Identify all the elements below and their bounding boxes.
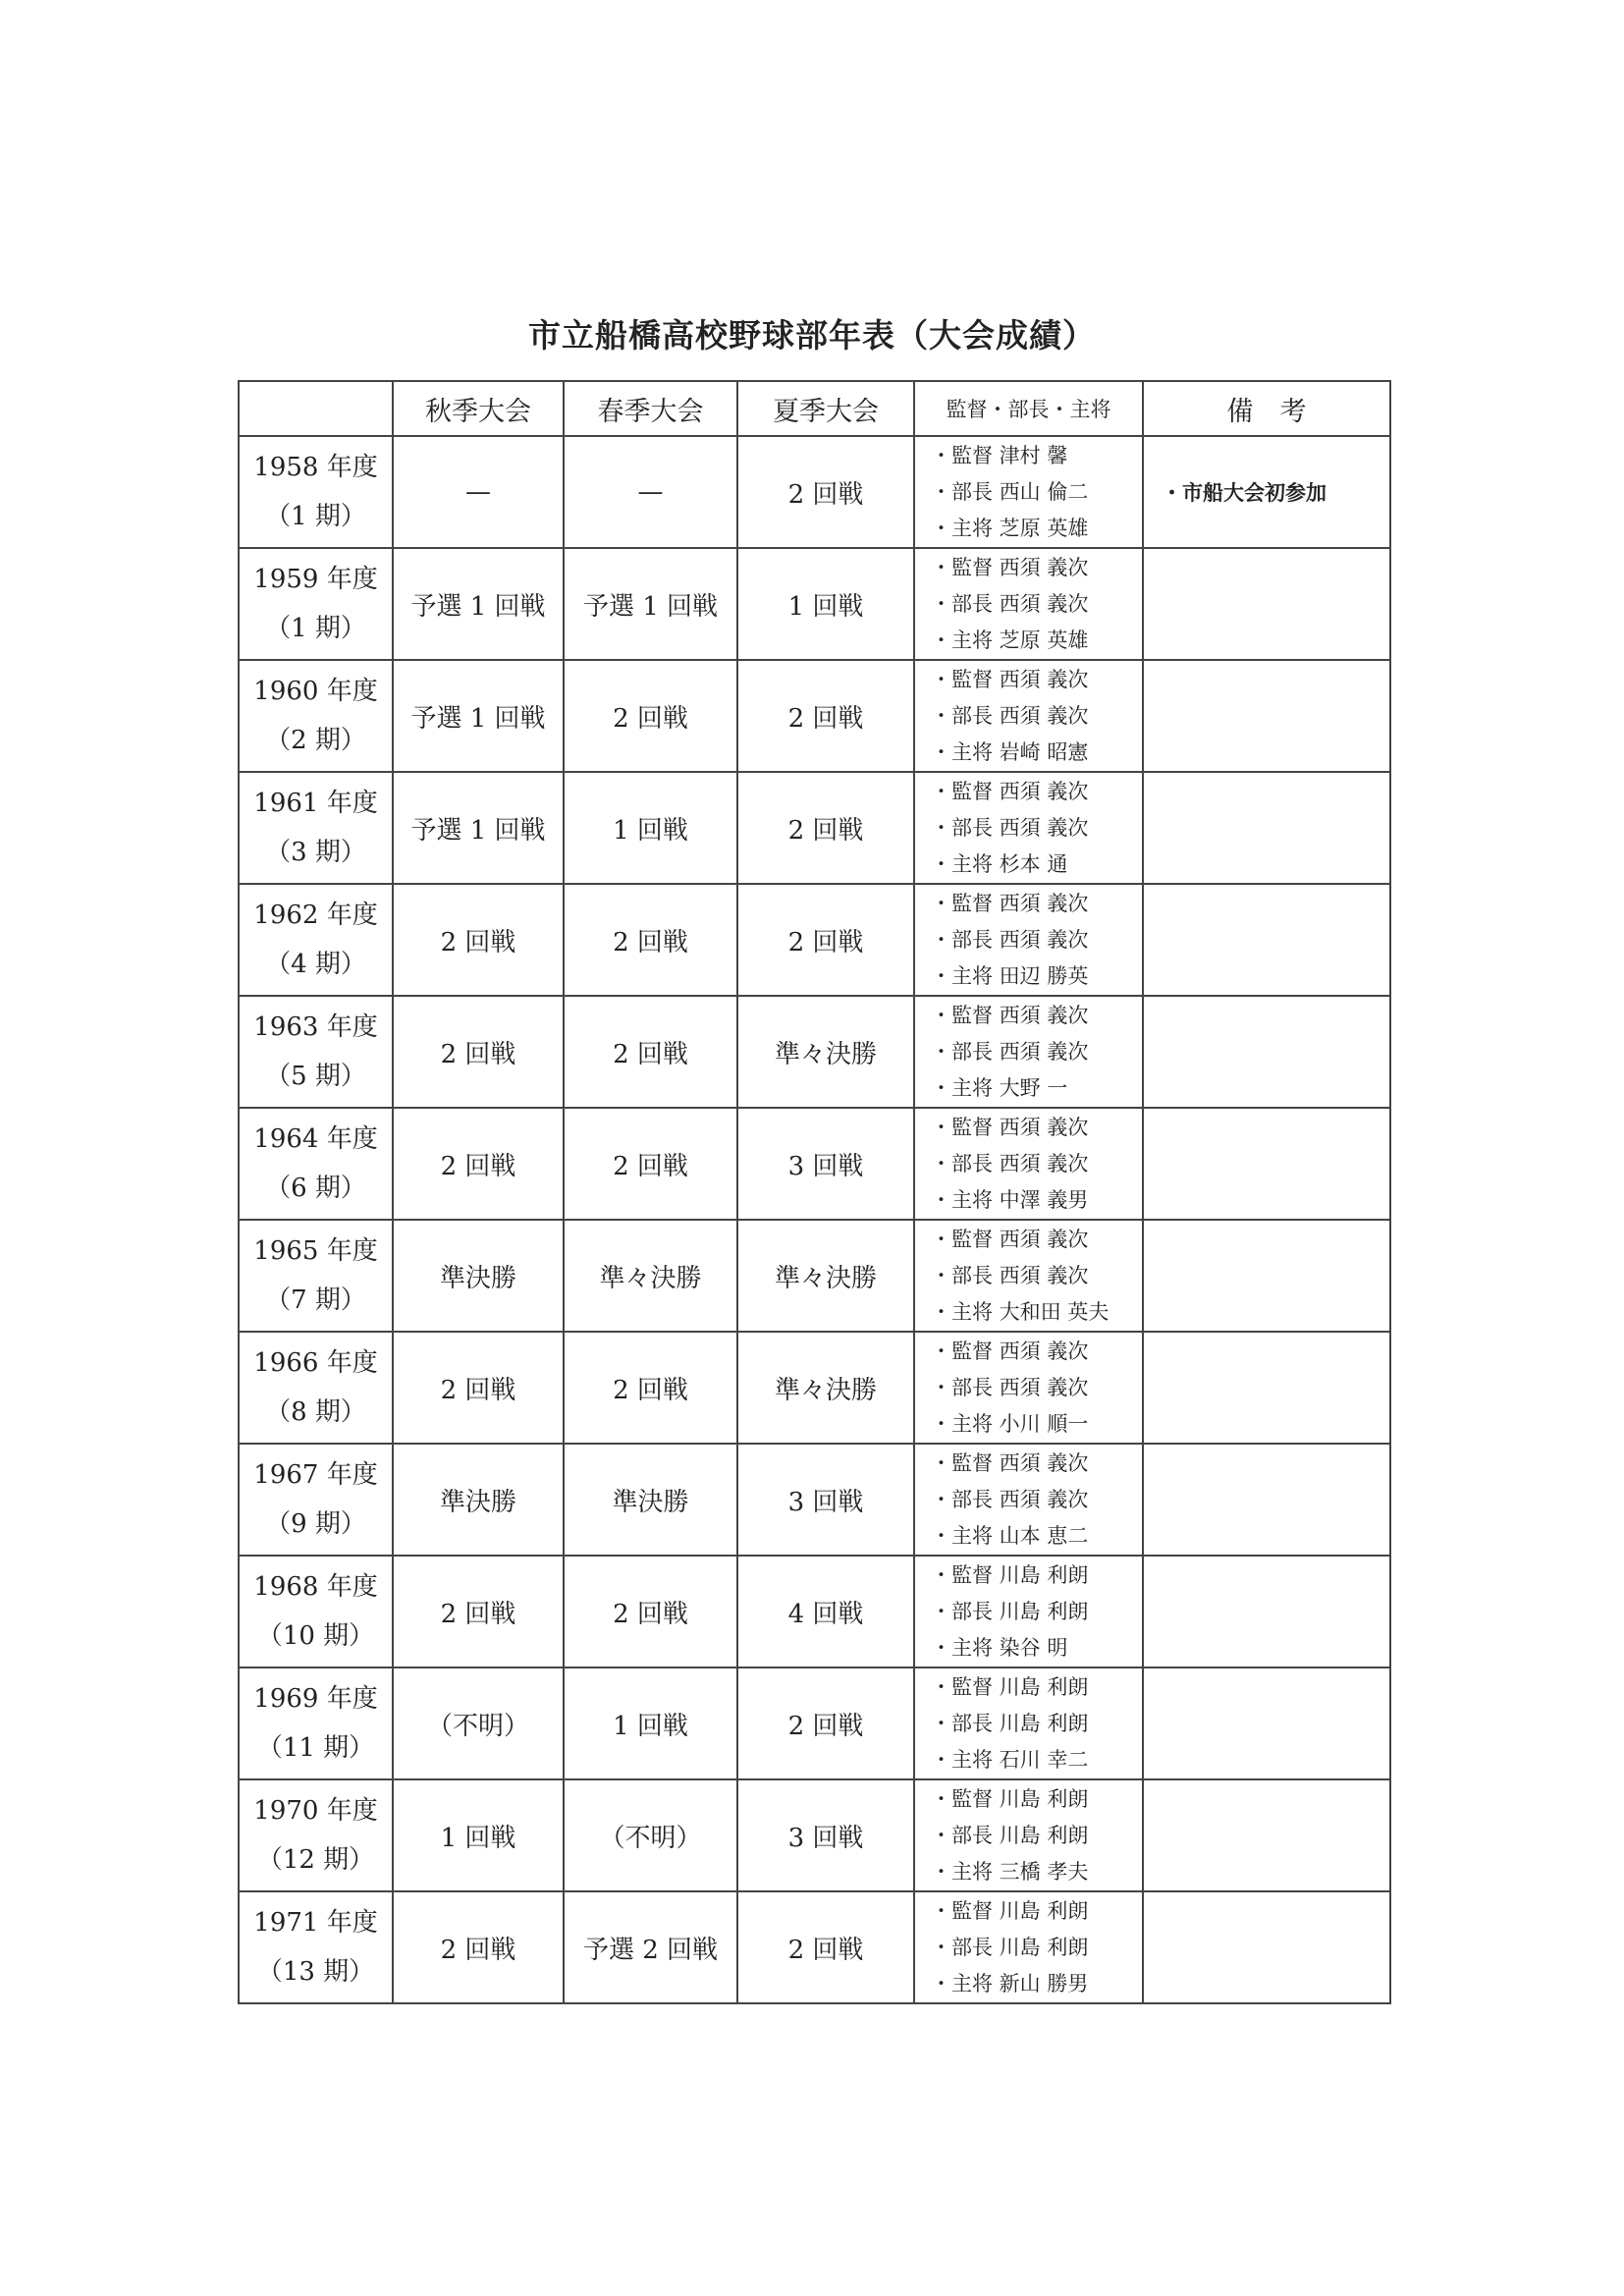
note-cell [1143,1779,1390,1891]
autumn-result-text: — [465,477,491,507]
year-cell [239,884,393,996]
table-row [239,1779,1390,1891]
note-cell [1143,1220,1390,1332]
header-notes: 備 考 [1143,381,1390,436]
summer-result [737,772,914,884]
term-label: （6 期） [265,1174,366,1203]
term-label: （1 期） [265,614,366,643]
summer-result-text: 2 回戦 [787,815,864,846]
year-label: 1962 年度 [253,901,378,930]
year-label: 1968 年度 [253,1572,378,1602]
staff-line: ・監督 川島 利朗 [931,1562,1089,1587]
year-label: 1960 年度 [253,677,378,706]
staff-line: ・監督 津村 馨 [931,443,1068,467]
autumn-result [393,1779,564,1891]
staff-cell [914,1332,1143,1444]
autumn-result [393,884,564,996]
autumn-result-text: 2 回戦 [440,1151,516,1181]
results-table [238,380,1391,2004]
summer-result-text: 2 回戦 [787,1711,864,1741]
spring-result [564,996,737,1108]
spring-result [564,884,737,996]
autumn-result [393,1108,564,1220]
autumn-result-text: 予選 1 回戦 [410,703,546,734]
autumn-result [393,660,564,772]
summer-result-text: 3 回戦 [787,1487,864,1517]
staff-cell [914,660,1143,772]
note-cell [1143,996,1390,1108]
staff-line: ・主将 三橋 孝夫 [931,1859,1089,1884]
staff-line: ・部長 西山 倫二 [931,479,1089,504]
spring-result [564,660,737,772]
spring-result [564,772,737,884]
year-label: 1964 年度 [253,1124,378,1154]
summer-result-text: 準々決勝 [774,1263,877,1293]
staff-cell [914,1220,1143,1332]
summer-result-text: 4 回戦 [787,1599,864,1629]
staff-line: ・主将 山本 恵二 [931,1523,1089,1548]
table-row [239,436,1390,548]
year-label: 1969 年度 [253,1684,378,1714]
summer-result-text: 2 回戦 [787,479,864,510]
autumn-result [393,1556,564,1667]
spring-result-text: 予選 2 回戦 [582,1935,719,1965]
year-cell [239,1667,393,1779]
note-text: ・市船大会初参加 [1162,481,1326,505]
table-row [239,548,1390,660]
year-label: 1966 年度 [253,1348,378,1378]
spring-result [564,1332,737,1444]
staff-line: ・主将 田辺 勝英 [931,963,1089,988]
note-cell [1143,1556,1390,1667]
header-row [239,381,1390,436]
autumn-result-text: 予選 1 回戦 [410,815,546,846]
staff-cell [914,1891,1143,2003]
summer-result-text: 3 回戦 [787,1151,864,1181]
table-row [239,1556,1390,1667]
year-label: 1959 年度 [253,565,378,594]
staff-cell [914,772,1143,884]
staff-cell [914,1667,1143,1779]
autumn-result-text: 2 回戦 [440,1039,516,1069]
staff-line: ・主将 石川 幸二 [931,1747,1089,1772]
table-row [239,1220,1390,1332]
summer-result-text: 2 回戦 [787,1935,864,1965]
year-cell [239,1444,393,1556]
summer-result [737,1108,914,1220]
spring-result-text: 2 回戦 [613,1151,688,1181]
year-label: 1970 年度 [253,1796,378,1826]
summer-result-text: 2 回戦 [787,927,864,957]
summer-result [737,1444,914,1556]
staff-cell [914,996,1143,1108]
staff-line: ・部長 西須 義次 [931,927,1089,952]
autumn-result [393,548,564,660]
note-cell [1143,548,1390,660]
staff-line: ・部長 川島 利朗 [931,1599,1089,1623]
autumn-result-text: （不明） [426,1711,529,1741]
term-label: （7 期） [265,1285,366,1315]
staff-line: ・部長 西須 義次 [931,815,1089,840]
staff-line: ・主将 新山 勝男 [931,1971,1089,1995]
staff-line: ・主将 中澤 義男 [931,1187,1089,1212]
spring-result-text: 2 回戦 [613,703,688,734]
staff-line: ・監督 西須 義次 [931,779,1089,803]
header-autumn: 秋季大会 [393,381,564,436]
autumn-result [393,996,564,1108]
year-label: 1963 年度 [253,1012,378,1042]
staff-line: ・監督 川島 利朗 [931,1898,1089,1923]
year-cell [239,1220,393,1332]
table-row [239,772,1390,884]
term-label: （1 期） [265,502,366,531]
year-label: 1965 年度 [253,1236,378,1266]
spring-result-text: 2 回戦 [613,1039,688,1069]
page-title: 市立船橋高校野球部年表（大会成績） [528,316,1096,355]
staff-line: ・部長 川島 利朗 [931,1711,1089,1735]
staff-cell [914,1556,1143,1667]
autumn-result [393,1332,564,1444]
autumn-result [393,1891,564,2003]
autumn-result-text: 2 回戦 [440,927,516,957]
spring-result-text: 2 回戦 [613,1599,688,1629]
summer-result [737,436,914,548]
table-row [239,1891,1390,2003]
summer-result [737,1891,914,2003]
year-cell [239,1556,393,1667]
year-cell [239,996,393,1108]
note-cell [1143,1332,1390,1444]
note-cell [1143,1891,1390,2003]
summer-result-text: 2 回戦 [787,703,864,734]
staff-line: ・主将 大野 一 [931,1075,1068,1100]
table-row [239,884,1390,996]
summer-result-text: 3 回戦 [787,1823,864,1853]
year-cell [239,1891,393,2003]
summer-result [737,1220,914,1332]
summer-result [737,1332,914,1444]
spring-result [564,1779,737,1891]
autumn-result [393,1667,564,1779]
summer-result [737,660,914,772]
staff-line: ・部長 西須 義次 [931,703,1089,728]
note-cell [1143,1108,1390,1220]
term-label: （10 期） [256,1621,375,1651]
spring-result [564,1667,737,1779]
summer-result [737,884,914,996]
table-row [239,660,1390,772]
autumn-result-text: 準決勝 [439,1487,516,1517]
spring-result [564,1444,737,1556]
spring-result-text: 1 回戦 [613,815,688,846]
staff-line: ・監督 川島 利朗 [931,1674,1089,1699]
staff-line: ・主将 染谷 明 [931,1635,1068,1660]
staff-line: ・監督 西須 義次 [931,1115,1089,1139]
spring-result-text: 2 回戦 [613,1375,688,1405]
autumn-result-text: 2 回戦 [440,1375,516,1405]
term-label: （2 期） [265,726,366,755]
summer-result-text: 1 回戦 [787,591,864,622]
summer-result-text: 準々決勝 [774,1375,877,1405]
year-cell [239,660,393,772]
staff-cell [914,1444,1143,1556]
staff-line: ・監督 西須 義次 [931,891,1089,915]
note-cell [1143,884,1390,996]
note-cell [1143,660,1390,772]
note-cell [1143,436,1390,548]
staff-cell [914,1108,1143,1220]
year-label: 1967 年度 [253,1460,378,1490]
table-row [239,1108,1390,1220]
term-label: （11 期） [256,1733,375,1763]
summer-result [737,1667,914,1779]
spring-result [564,1891,737,2003]
staff-line: ・部長 川島 利朗 [931,1823,1089,1847]
spring-result-text: 2 回戦 [613,927,688,957]
staff-line: ・主将 小川 順一 [931,1411,1089,1436]
staff-line: ・監督 西須 義次 [931,1227,1089,1251]
staff-cell [914,884,1143,996]
table-row [239,996,1390,1108]
staff-line: ・主将 芝原 英雄 [931,628,1089,652]
staff-cell [914,1779,1143,1891]
year-cell [239,772,393,884]
autumn-result-text: 1 回戦 [440,1823,516,1853]
table-row [239,1332,1390,1444]
spring-result-text: — [637,477,664,507]
staff-line: ・監督 西須 義次 [931,1339,1089,1363]
term-label: （13 期） [256,1957,375,1987]
header-summer: 夏季大会 [737,381,914,436]
autumn-result [393,1444,564,1556]
year-cell [239,548,393,660]
staff-line: ・監督 西須 義次 [931,1450,1089,1475]
summer-result [737,1779,914,1891]
autumn-result [393,436,564,548]
header-year [239,381,393,436]
staff-line: ・監督 川島 利朗 [931,1786,1089,1811]
term-label: （12 期） [256,1845,375,1875]
staff-line: ・主将 杉本 通 [931,851,1068,876]
year-label: 1958 年度 [253,453,378,482]
autumn-result-text: 予選 1 回戦 [410,591,546,622]
spring-result [564,1220,737,1332]
staff-line: ・監督 西須 義次 [931,1003,1089,1027]
spring-result [564,436,737,548]
term-label: （8 期） [265,1397,366,1427]
term-label: （9 期） [265,1509,366,1539]
spring-result [564,1556,737,1667]
staff-line: ・部長 西須 義次 [931,1263,1089,1287]
spring-result-text: 1 回戦 [613,1711,688,1741]
autumn-result [393,1220,564,1332]
autumn-result [393,772,564,884]
staff-line: ・監督 西須 義次 [931,667,1089,691]
year-cell [239,1332,393,1444]
spring-result [564,548,737,660]
header-staff: 監督・部長・主将 [914,381,1143,436]
staff-line: ・部長 西須 義次 [931,1375,1089,1399]
staff-line: ・部長 西須 義次 [931,1487,1089,1511]
autumn-result-text: 準決勝 [439,1263,516,1293]
staff-line: ・部長 西須 義次 [931,1151,1089,1175]
staff-cell [914,436,1143,548]
staff-line: ・部長 川島 利朗 [931,1935,1089,1959]
staff-line: ・監督 西須 義次 [931,555,1089,579]
staff-line: ・部長 西須 義次 [931,591,1089,616]
year-label: 1961 年度 [253,789,378,818]
staff-line: ・部長 西須 義次 [931,1039,1089,1064]
header-spring: 春季大会 [564,381,737,436]
spring-result [564,1108,737,1220]
year-cell [239,1108,393,1220]
note-cell [1143,772,1390,884]
year-cell [239,436,393,548]
term-label: （3 期） [265,838,366,867]
term-label: （5 期） [265,1062,366,1091]
autumn-result-text: 2 回戦 [440,1935,516,1965]
note-cell [1143,1444,1390,1556]
note-cell [1143,1667,1390,1779]
year-cell [239,1779,393,1891]
table-row [239,1667,1390,1779]
summer-result [737,996,914,1108]
year-label: 1971 年度 [253,1908,378,1938]
summer-result [737,548,914,660]
spring-result-text: 準決勝 [612,1487,689,1517]
summer-result-text: 準々決勝 [774,1039,877,1069]
staff-cell [914,548,1143,660]
staff-line: ・主将 岩崎 昭憲 [931,739,1089,764]
table-row [239,1444,1390,1556]
term-label: （4 期） [265,950,366,979]
spring-result-text: 予選 1 回戦 [582,591,719,622]
staff-line: ・主将 芝原 英雄 [931,516,1089,540]
autumn-result-text: 2 回戦 [440,1599,516,1629]
staff-line: ・主将 大和田 英夫 [931,1299,1110,1324]
spring-result-text: （不明） [599,1823,702,1853]
summer-result [737,1556,914,1667]
spring-result-text: 準々決勝 [599,1263,702,1293]
